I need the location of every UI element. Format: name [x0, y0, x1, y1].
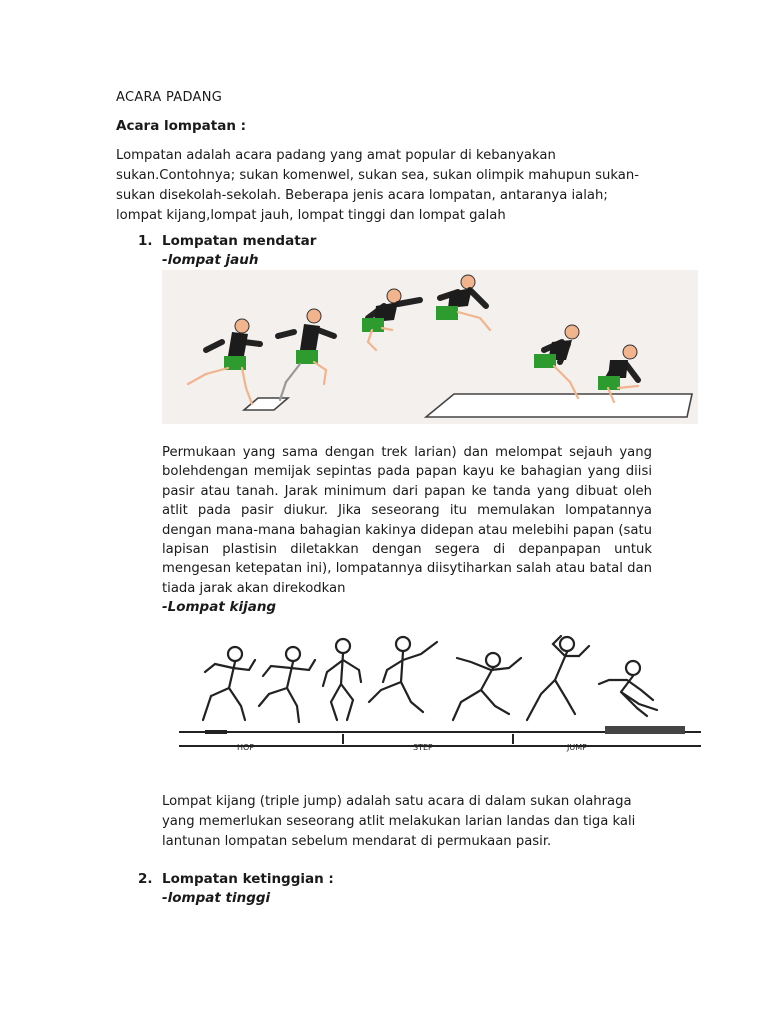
list-item-2-heading	[138, 871, 334, 887]
athlete-figure	[453, 653, 521, 720]
athlete-figure	[259, 647, 315, 722]
long-jump-illustration	[162, 270, 698, 424]
section-heading: Acara lompatan :	[116, 118, 247, 134]
sub-heading-long-jump: -lompat jauh	[162, 252, 259, 268]
sub-heading-high-jump: -lompat tinggi	[162, 890, 271, 906]
list-heading-text: Lompatan ketinggian :	[162, 871, 334, 887]
triple-jump-illustration	[175, 630, 705, 766]
phase-label-hop: HOP	[237, 743, 255, 752]
phase-label-jump: JUMP	[567, 743, 587, 752]
intro-paragraph: Lompatan adalah acara padang yang amat popular di kebanyakan sukan.Contohnya; sukan komenwel, sukan sea, sukan olimpik mahupun sukan-sukan disekolah-sekolah. Beberapa jenis acara lompatan, antaranya ialah; lompat kijang,lompat jauh, lompat tinggi dan lompat galah	[116, 148, 639, 223]
athlete-figure	[527, 636, 589, 720]
page-title: ACARA PADANG	[116, 90, 223, 105]
list-number: 2.	[138, 871, 153, 887]
athlete-figure	[323, 639, 361, 720]
athlete-figure	[599, 661, 657, 716]
list-item-1-heading	[138, 233, 316, 249]
sub-heading-triple-jump: -Lompat kijang	[162, 599, 277, 615]
athlete-figure	[203, 647, 255, 720]
phase-label-step: STEP	[413, 743, 433, 752]
list-number: 1.	[138, 233, 153, 249]
sand-pit	[426, 394, 692, 417]
list-heading-text: Lompatan mendatar	[162, 233, 317, 249]
athlete-figure	[369, 637, 437, 712]
triple-jump-paragraph: Lompat kijang (triple jump) adalah satu acara di dalam sukan olahraga yang memerlukan seseorang atlit melakukan larian landas dan tiga kali lantunan lompatan sebelum mendarat di permukaan pasir.	[162, 794, 636, 849]
long-jump-paragraph: Permukaan yang sama dengan trek larian) dan melompat sejauh yang bolehdengan memijak sepintas pada papan kayu ke bahagian yang diisi pasir atau tanah. Jarak minimum dari papan ke tanda yang dibuat oleh atlit pada pasir diukur. Jika seseorang itu memulakan lompatannya dengan mana-mana bahagian kakinya didepan atau melebihi papan (satu lapisan plastisin diletakkan dengan segera di depanpapan untuk mengesan ketepatan ini), lompatannya diisytiharkan salah atau batal dan tiada jarak akan direkodkan	[162, 445, 652, 596]
